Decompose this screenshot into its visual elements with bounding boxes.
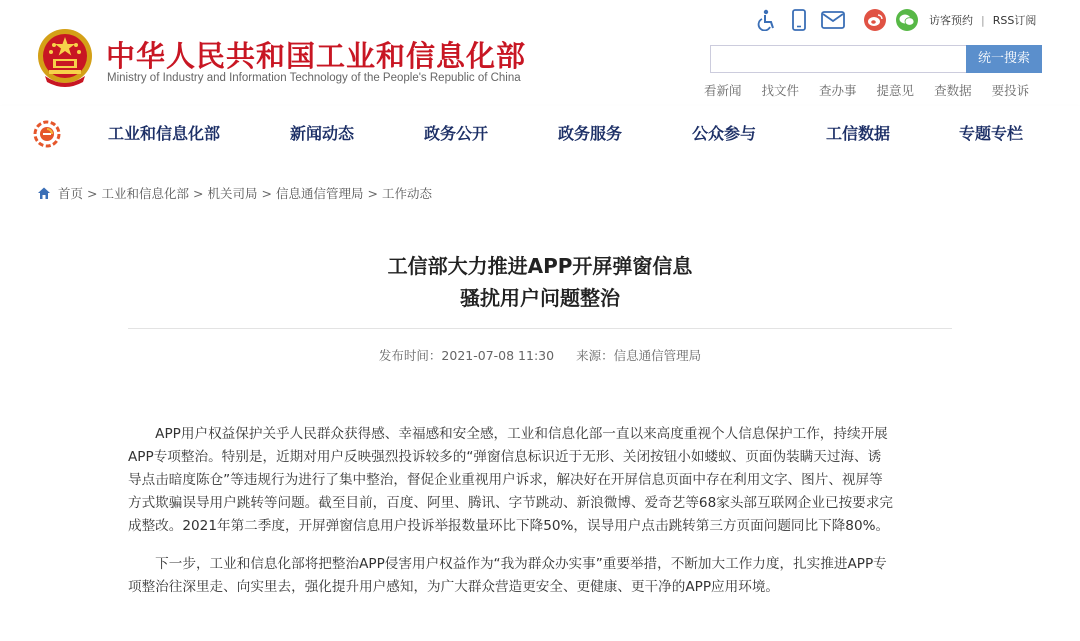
- nav-item-gov-affairs[interactable]: 政务公开: [424, 124, 489, 143]
- paragraph-line: 方式欺骗误导用户跳转等问题。截至目前，百度、阿里、腾讯、字节跳动、新浪微博、爱奇艺等68家头部互联网企业已按要求完: [128, 495, 893, 511]
- miit-logo-icon[interactable]: [33, 120, 61, 148]
- link-separator: |: [981, 14, 985, 27]
- breadcrumb-separator: >: [367, 185, 378, 201]
- quick-links: [704, 81, 1049, 99]
- site-header: [0, 0, 1080, 106]
- quick-link-files[interactable]: 找文件: [761, 83, 800, 98]
- breadcrumb-separator: >: [193, 185, 204, 201]
- source-value: 信息通信管理局: [613, 348, 702, 363]
- rss-link[interactable]: RSS订阅: [992, 14, 1037, 27]
- nav-item-public[interactable]: 公众参与: [692, 124, 757, 143]
- visit-appointment-link[interactable]: 访客预约: [929, 14, 973, 27]
- breadcrumb-separator: >: [87, 185, 98, 201]
- top-links: [929, 12, 1036, 28]
- main-nav: [0, 106, 1080, 164]
- national-emblem-icon: [37, 28, 93, 88]
- article-paragraph-2: [128, 553, 952, 599]
- home-icon: [37, 186, 51, 200]
- publish-time: 2021-07-08 11:30: [441, 348, 555, 363]
- ministry-name-en: Ministry of Industry and Information Technology of the People's Republic of China: [107, 72, 521, 84]
- paragraph-line: 项整治往深里走、向实里去，强化提升用户感知，为广大群众营造更安全、更健康、更干净的APP应用环境。: [128, 579, 780, 595]
- quick-link-feedback[interactable]: 提意见: [876, 83, 915, 98]
- breadcrumb-ministry[interactable]: 工业和信息化部: [101, 186, 190, 201]
- tool-icons: [756, 8, 928, 32]
- search-input[interactable]: [710, 45, 966, 73]
- nav-item-topics[interactable]: 专题专栏: [959, 124, 1024, 143]
- paragraph-line: APP专项整治。特别是，近期对用户反映强烈投诉较多的“弹窗信息标识近于无形、关闭按钮小如蝼蚁、页面伪装瞒天过海、诱: [128, 449, 882, 465]
- breadcrumb-departments[interactable]: 机关司局: [207, 186, 258, 201]
- weibo-icon[interactable]: [864, 9, 886, 31]
- quick-link-complaint[interactable]: 要投诉: [991, 83, 1030, 98]
- breadcrumb-bureau[interactable]: 信息通信管理局: [276, 186, 364, 201]
- breadcrumb-separator: >: [261, 185, 272, 201]
- quick-link-news[interactable]: 看新闻: [704, 83, 742, 98]
- paragraph-line: APP用户权益保护关乎人民群众获得感、幸福感和安全感，工业和信息化部一直以来高度重视个人信息保护工作，持续开展: [128, 426, 888, 442]
- article-title-line-2: 骚扰用户问题整治: [460, 286, 620, 310]
- accessibility-icon[interactable]: [756, 9, 778, 31]
- breadcrumb-home[interactable]: 首页: [58, 186, 84, 201]
- paragraph-line: 成整改。2021年第二季度，开屏弹窗信息用户投诉举报数量环比下降50%，误导用户点击跳转第三方页面问题同比下降80%。: [128, 518, 890, 534]
- article-title-line-1: 工信部大力推进APP开屏弹窗信息: [387, 254, 693, 278]
- ministry-name-cn[interactable]: 中华人民共和国工业和信息化部: [106, 39, 527, 73]
- nav-item-news[interactable]: 新闻动态: [290, 124, 355, 143]
- mobile-icon[interactable]: [788, 9, 810, 31]
- nav-item-data[interactable]: 工信数据: [826, 124, 891, 143]
- publish-label: 发布时间：: [378, 348, 442, 363]
- nav-item-gov-services[interactable]: 政务服务: [558, 124, 623, 143]
- breadcrumb: [37, 184, 432, 202]
- paragraph-line: 导点击暗度陈仓”等违规行为进行了集中整治，督促企业重视用户诉求，解决好在开屏信息页面中存在利用文字、图片、视屏等: [128, 472, 883, 488]
- title-divider: [128, 328, 952, 329]
- article-meta: [0, 346, 1080, 364]
- search-button[interactable]: 统一搜索: [966, 45, 1042, 73]
- paragraph-line: 下一步，工业和信息化部将把整治APP侵害用户权益作为“我为群众办实事”重要举措，不断加大工作力度，扎实推进APP专: [128, 556, 887, 572]
- breadcrumb-work-news[interactable]: 工作动态: [382, 186, 433, 201]
- mail-icon[interactable]: [820, 9, 846, 31]
- source-label: 来源：: [576, 348, 614, 363]
- quick-link-data[interactable]: 查数据: [934, 83, 972, 98]
- wechat-icon[interactable]: [896, 9, 918, 31]
- quick-link-services[interactable]: 查办事: [819, 83, 857, 98]
- nav-item-ministry[interactable]: 工业和信息化部: [108, 124, 221, 143]
- article-paragraph-1: [128, 423, 952, 538]
